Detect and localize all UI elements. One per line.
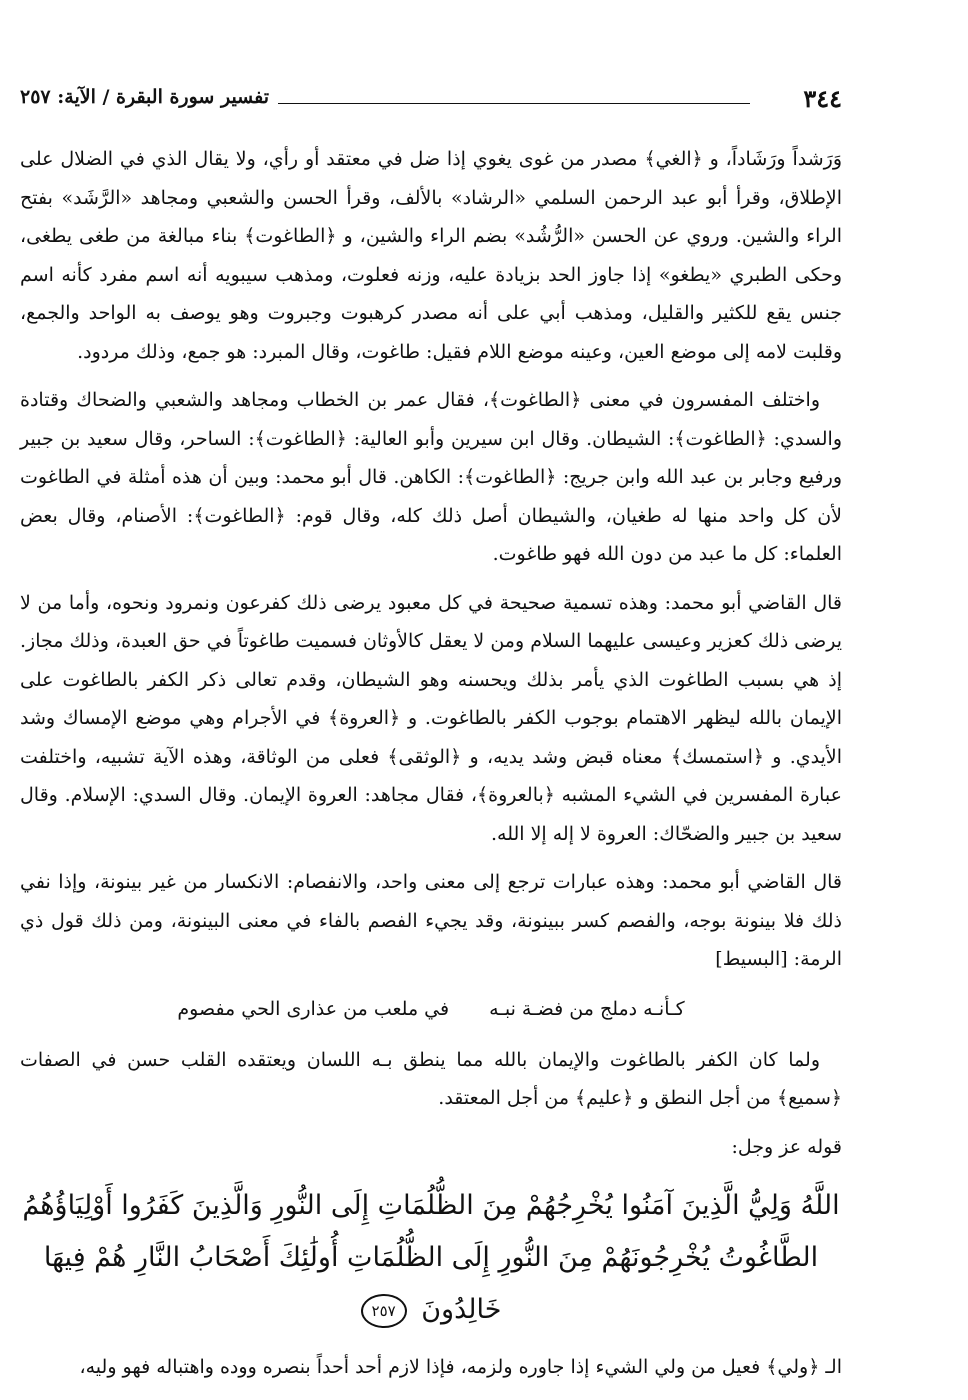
- paragraph: [20, 584, 842, 854]
- paragraph: [20, 1348, 842, 1387]
- paragraph: [20, 140, 842, 371]
- ayah-number-badge: ٢٥٧: [361, 1294, 407, 1328]
- paragraph-text: وَرَشداً ورَشَاداً، و ﴿الغي﴾ مصدر من غوى يغوي إذا ضل في معتقد أو رأي، ولا يقال الذي في الضلال على الإطلاق، وقرأ أبو عبد الرحمن السلمي «الرشاد» بالألف، وقرأ الحسن والشعبي ومجاهد «الرَّشَد» بفتح الراء والشين. وروي عن الحسن «الرُّشُد» بضم الراء والشين، و ﴿الطاغوت﴾ بناء مبالغة من طغى يطغى، وحكى الطبري «يطغو» إذا جاوز الحد بزيادة عليه، وزنه فعلوت، ومذهب سيبويه أنه اسم مفرد كأنه اسم جنس يقع للكثير والقليل، ومذهب أبي على أنه مصدر كرهبوت وجبروت وهو يوصف به الواحد والجمع، وقلبت لامه إلى موضع العين، وعينه موضع اللام فقيل: طاغوت، وقال المبرد: هو جمع، وذلك مردود.: [20, 148, 842, 363]
- paragraph-text: قال القاضي أبو محمد: وهذه عبارات ترجع إلى معنى واحد، والانفصام: الانكسار من غير بينونة، وإذا نفي ذلك فلا بينونة بوجه، والفصم كسر ببينونة، وقد يجيء الفصم بالفاء في معنى البينونة، ومن ذلك قول ذي الرمة: [البسيط]: [20, 871, 842, 970]
- quran-verse: [20, 1180, 842, 1336]
- verse-text: اللَّهُ وَلِيُّ الَّذِينَ آمَنُوا يُخْرِجُهُمْ مِنَ الظُّلُمَاتِ إِلَى النُّورِ وَالَّذِينَ كَفَرُوا أَوْلِيَاؤُهُمُ الطَّاغُوتُ يُخْرِجُونَهُمْ مِنَ النُّورِ إِلَى الظُّلُمَاتِ أُولَٰئِكَ أَصْحَابُ النَّارِ هُمْ فِيهَا خَالِدُونَ: [22, 1190, 840, 1325]
- paragraph-text: الـ ﴿ولي﴾ فعيل من ولي الشيء إذا جاوره ولزمه، فإذا لازم أحد أحداً بنصره ووده واهتباله فهو وليه،: [79, 1356, 842, 1378]
- page-number: ٣٤٤: [803, 84, 842, 113]
- page-body: [20, 140, 842, 1397]
- paragraph: [20, 1041, 842, 1118]
- paragraph-text: واختلف المفسرون في معنى ﴿الطاغوت﴾، فقال عمر بن الخطاب ومجاهد والشعبي والضحاك وقتادة والسدي: ﴿الطاغوت﴾: الشيطان. وقال ابن سيرين وأبو العالية: ﴿الطاغوت﴾: الساحر، وقال سعيد بن جبير ورفيع وجابر بن عبد الله وابن جريج: ﴿الطاغوت﴾: الكاهن. قال أبو محمد: وبين أن هذه أمثلة في الطاغوت لأن كل واحد منها له طغيان، والشيطان أصل ذلك كله، وقال قوم: ﴿الطاغوت﴾: الأصنام، وقال بعض العلماء: كل ما عبد من دون الله فهو طاغوت.: [20, 389, 842, 565]
- paragraph-text: قال القاضي أبو محمد: وهذه تسمية صحيحة في كل معبود يرضى ذلك كفرعون ونمرود ونحوه، وأما من لا يرضى ذلك كعزير وعيسى عليهما السلام ومن لا يعقل كالأوثان فسميت طاغوتاً في حق العبدة، وذلك مجاز. إذ هي بسبب الطاغوت الذي يأمر بذلك ويحسنه وهو الشيطان، وقدم تعالى ذكر الكفر بالطاغوت على الإيمان بالله ليظهر الاهتمام بوجوب الكفر بالطاغوت. و ﴿العروة﴾ في الأجرام وهي موضع الإمساك وشد الأيدي. و ﴿استمسك﴾ معناه قبض وشد يديه، و ﴿الوثقى﴾ فعلى من الوثاقة، وهذه الآية تشبيه، واختلفت عبارة المفسرين في الشيء المشبه ﴿بالعروة﴾، فقال مجاهد: العروة الإيمان. وقال السدي: الإسلام. وقال سعيد بن جبير والضحّاك: العروة لا إله إلا الله.: [20, 591, 842, 845]
- verse-intro-text: قوله عز وجل:: [731, 1135, 842, 1158]
- verse-intro: [20, 1128, 842, 1167]
- paragraph: [20, 863, 842, 979]
- poem-verse: [20, 989, 842, 1029]
- running-title: تفسير سورة البقرة / الآية: ٢٥٧: [20, 86, 270, 108]
- poem-hemistich-1: كـأنـه دملج من فضـة نبـه: [489, 997, 685, 1020]
- paragraph: [20, 381, 842, 574]
- page-header: [20, 84, 842, 118]
- header-rule: [278, 103, 750, 104]
- poem-hemistich-2: في ملعب من عذارى الحي مفصوم: [177, 997, 450, 1020]
- paragraph-text: ولما كان الكفر بالطاغوت والإيمان بالله مما ينطق بـه اللسان ويعتقده القلب حسن في الصفات ﴿سميع﴾ من أجل النطق و ﴿عليم﴾ من أجل المعتقد.: [20, 1048, 842, 1109]
